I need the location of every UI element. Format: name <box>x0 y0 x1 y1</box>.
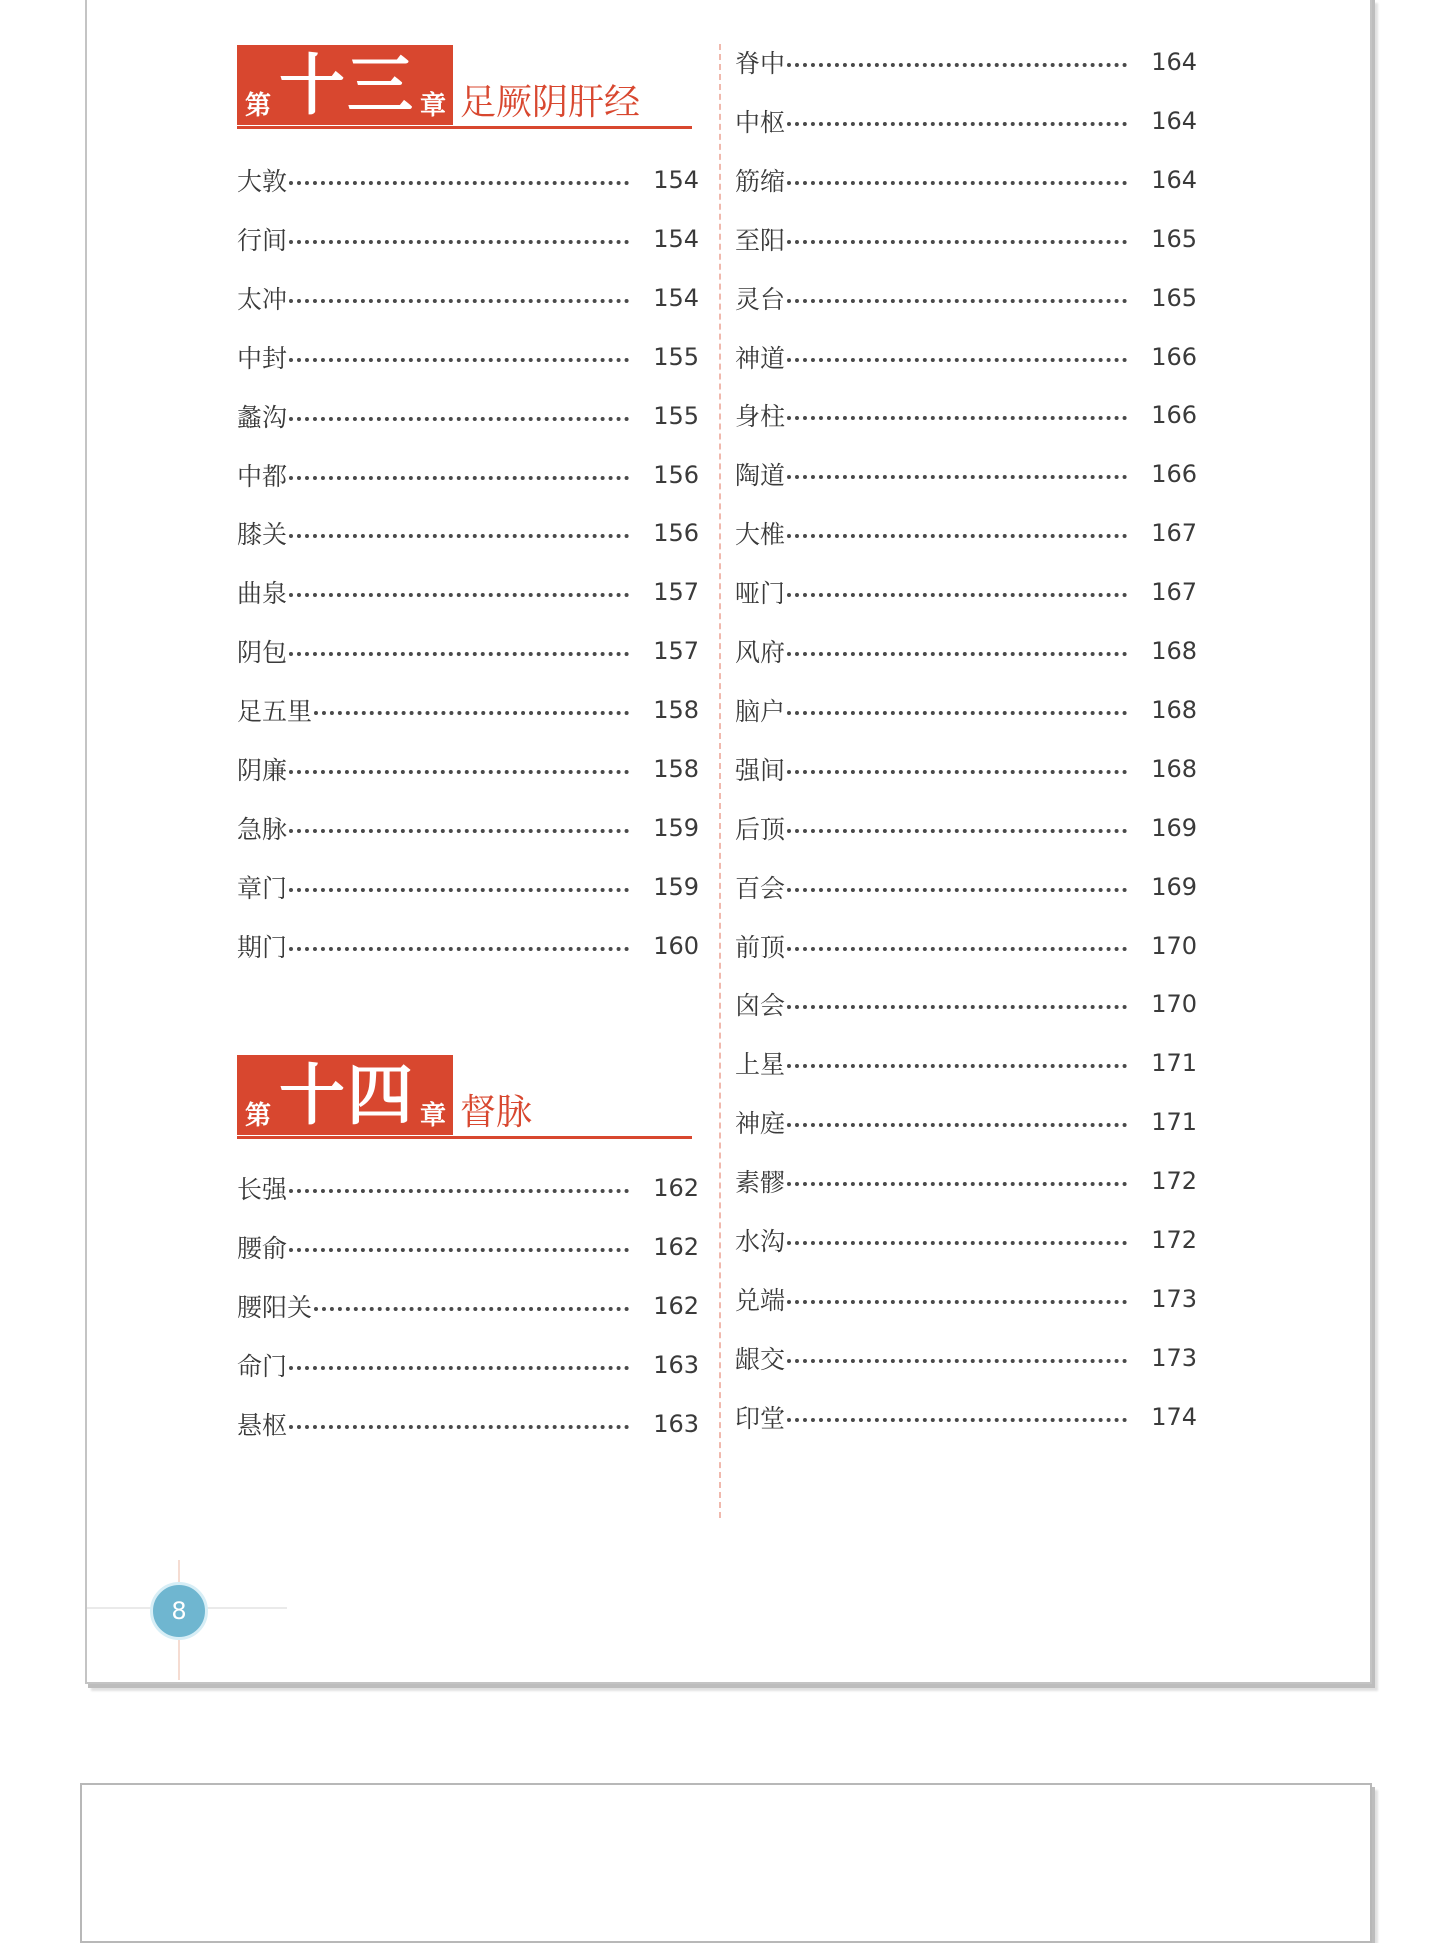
dot-leader <box>289 358 629 362</box>
toc-entry-title: 大椎 <box>735 520 786 550</box>
toc-entry[interactable] <box>735 984 1197 1024</box>
toc-entry-title: 神道 <box>735 343 786 373</box>
toc-entry-title: 大敦 <box>237 167 288 196</box>
dot-leader <box>289 1366 629 1370</box>
toc-entry[interactable] <box>237 396 699 436</box>
toc-entry-page-number: 168 <box>1151 637 1197 665</box>
dot-leader <box>289 1425 629 1429</box>
toc-entry-title: 蠡沟 <box>237 402 288 432</box>
chapter-13-header <box>237 45 692 129</box>
toc-entry-title: 身柱 <box>735 402 786 432</box>
dot-leader <box>289 770 629 774</box>
toc-entry-title: 膝关 <box>237 520 288 550</box>
dot-leader <box>289 299 629 303</box>
toc-entry-title: 至阳 <box>735 225 786 255</box>
toc-entry[interactable] <box>735 160 1197 200</box>
toc-entry-title: 阴廉 <box>237 756 288 785</box>
toc-entry[interactable] <box>237 749 699 789</box>
toc-entry-title: 急脉 <box>237 814 288 844</box>
toc-entry-page-number: 163 <box>653 1409 699 1438</box>
toc-entry-page-number: 173 <box>1151 1343 1197 1372</box>
toc-entry-title: 阴包 <box>237 638 288 668</box>
chapter-13-name: 足厥阴肝经 <box>460 82 641 123</box>
dot-leader <box>289 1189 629 1193</box>
toc-entry-title: 上星 <box>735 1050 786 1080</box>
toc-entry-title: 命门 <box>237 1351 288 1381</box>
toc-entry-title: 中都 <box>237 461 288 491</box>
toc-entry-page-number: 154 <box>653 224 699 253</box>
toc-entry-page-number: 166 <box>1151 401 1197 430</box>
toc-entry-title: 太冲 <box>237 284 288 314</box>
toc-entry[interactable] <box>735 42 1197 82</box>
toc-entry-title: 前顶 <box>735 932 786 962</box>
dot-leader <box>787 416 1127 420</box>
toc-entry-title: 神庭 <box>735 1109 786 1139</box>
toc-entry[interactable] <box>237 278 699 318</box>
toc-entry-title: 曲泉 <box>237 579 288 609</box>
next-document-page <box>80 1783 1372 1943</box>
toc-entry-page-number: 167 <box>1151 578 1197 607</box>
toc-entry-page-number: 170 <box>1151 931 1197 960</box>
right-column-toc-list <box>735 42 1197 1456</box>
toc-entry-title: 悬枢 <box>237 1410 288 1440</box>
chapter-13-number: 十三 <box>279 46 415 124</box>
toc-entry-title: 行间 <box>237 225 288 255</box>
toc-entry-title: 期门 <box>237 932 288 962</box>
chapter-13-prefix: 第 <box>245 91 272 121</box>
toc-entry-page-number: 167 <box>1151 519 1197 548</box>
toc-entry-page-number: 171 <box>1151 1108 1197 1137</box>
dot-leader <box>787 63 1127 67</box>
toc-entry[interactable] <box>237 926 699 966</box>
toc-entry-title: 百会 <box>735 873 786 903</box>
toc-entry-page-number: 158 <box>653 755 699 783</box>
toc-entry-page-number: 156 <box>653 519 699 548</box>
dot-leader <box>787 711 1127 715</box>
chapter-14-toc-list <box>237 1168 699 1463</box>
dot-leader <box>787 888 1127 892</box>
toc-entry-page-number: 157 <box>653 637 699 666</box>
dot-leader <box>289 593 629 597</box>
dot-leader <box>314 711 629 715</box>
toc-entry-title: 脊中 <box>735 49 786 78</box>
toc-entry[interactable] <box>735 278 1197 318</box>
toc-entry[interactable] <box>237 455 699 495</box>
dot-leader <box>289 417 629 421</box>
dot-leader <box>787 1005 1127 1009</box>
toc-entry-title: 腰阳关 <box>237 1292 313 1322</box>
toc-entry-title: 陶道 <box>735 461 786 491</box>
toc-entry[interactable] <box>735 513 1197 553</box>
toc-entry[interactable] <box>735 1161 1197 1201</box>
toc-entry-page-number: 164 <box>1151 165 1197 194</box>
toc-entry-title: 龈交 <box>735 1344 786 1374</box>
toc-entry-page-number: 164 <box>1151 48 1197 76</box>
toc-entry-page-number: 165 <box>1151 283 1197 312</box>
toc-entry-title: 后顶 <box>735 814 786 844</box>
dot-leader <box>289 240 629 244</box>
toc-entry[interactable] <box>237 690 699 730</box>
toc-entry[interactable] <box>735 395 1197 435</box>
toc-entry-page-number: 155 <box>653 401 699 430</box>
toc-entry-page-number: 162 <box>653 1232 699 1261</box>
toc-entry-title: 灵台 <box>735 284 786 314</box>
toc-entry-page-number: 173 <box>1151 1284 1197 1313</box>
toc-entry[interactable] <box>735 1338 1197 1378</box>
toc-entry[interactable] <box>237 1227 699 1267</box>
chapter-13-toc-list <box>237 160 699 985</box>
toc-entry[interactable] <box>237 513 699 553</box>
dot-leader <box>787 1064 1127 1068</box>
dot-leader <box>787 1123 1127 1127</box>
toc-entry-title: 印堂 <box>735 1403 786 1433</box>
toc-entry-page-number: 172 <box>1151 1167 1197 1196</box>
dot-leader <box>787 829 1127 833</box>
toc-entry-title: 水沟 <box>735 1227 786 1256</box>
toc-entry-page-number: 156 <box>653 460 699 489</box>
toc-entry[interactable] <box>735 867 1197 907</box>
toc-entry[interactable] <box>735 454 1197 494</box>
dot-leader <box>787 181 1127 185</box>
toc-entry-page-number: 166 <box>1151 460 1197 489</box>
toc-entry-page-number: 169 <box>1151 813 1197 842</box>
toc-entry-page-number: 168 <box>1151 754 1197 783</box>
dot-leader <box>289 947 629 951</box>
dot-leader <box>289 888 629 892</box>
toc-entry[interactable] <box>735 808 1197 848</box>
dot-leader <box>787 593 1127 597</box>
toc-entry-title: 长强 <box>237 1175 288 1204</box>
toc-entry-title: 素髎 <box>735 1168 786 1198</box>
dot-leader <box>787 1418 1127 1422</box>
toc-entry-page-number: 172 <box>1151 1226 1197 1254</box>
toc-entry[interactable] <box>735 101 1197 141</box>
toc-entry-page-number: 154 <box>653 283 699 312</box>
chapter-14-number: 十四 <box>279 1056 415 1134</box>
toc-entry[interactable] <box>237 631 699 671</box>
chapter-14-name: 督脉 <box>460 1092 533 1133</box>
toc-entry-page-number: 162 <box>653 1291 699 1320</box>
page-number-badge: 8 <box>150 1582 208 1640</box>
toc-entry-page-number: 154 <box>653 166 699 194</box>
toc-entry-title: 囟会 <box>735 991 786 1021</box>
dot-leader <box>787 1241 1127 1245</box>
toc-entry-title: 筋缩 <box>735 166 786 196</box>
toc-entry[interactable] <box>735 1102 1197 1142</box>
toc-entry[interactable] <box>735 926 1197 966</box>
toc-entry[interactable] <box>237 808 699 848</box>
toc-entry[interactable] <box>735 219 1197 259</box>
toc-entry[interactable] <box>735 1043 1197 1083</box>
dot-leader <box>289 652 629 656</box>
toc-entry[interactable] <box>237 867 699 907</box>
toc-entry[interactable] <box>735 337 1197 377</box>
toc-entry-title: 风府 <box>735 638 786 667</box>
dot-leader <box>787 299 1127 303</box>
toc-entry[interactable] <box>735 631 1197 671</box>
toc-entry[interactable] <box>735 1220 1197 1260</box>
chapter-14-prefix: 第 <box>245 1101 272 1131</box>
toc-entry-page-number: 165 <box>1151 224 1197 253</box>
toc-entry[interactable] <box>237 572 699 612</box>
toc-entry-title: 中枢 <box>735 107 786 137</box>
dot-leader <box>787 1359 1127 1363</box>
chapter-14-suffix: 章 <box>420 1101 447 1131</box>
dot-leader <box>289 476 629 480</box>
toc-entry-page-number: 170 <box>1151 990 1197 1019</box>
chapter-14-header <box>237 1055 692 1139</box>
toc-entry[interactable] <box>237 219 699 259</box>
toc-entry-page-number: 155 <box>653 342 699 371</box>
toc-entry[interactable] <box>735 1397 1197 1437</box>
toc-entry-page-number: 174 <box>1151 1402 1197 1431</box>
chapter-13-underline <box>237 126 692 129</box>
toc-entry[interactable] <box>237 160 699 200</box>
toc-entry-page-number: 169 <box>1151 872 1197 901</box>
toc-entry-page-number: 160 <box>653 931 699 960</box>
dot-leader <box>787 122 1127 126</box>
toc-entry[interactable] <box>237 1404 699 1444</box>
toc-entry-page-number: 164 <box>1151 106 1197 135</box>
toc-entry-page-number: 157 <box>653 578 699 607</box>
toc-entry-page-number: 163 <box>653 1350 699 1379</box>
toc-entry-page-number: 162 <box>653 1174 699 1202</box>
toc-entry[interactable] <box>735 749 1197 789</box>
toc-entry[interactable] <box>237 337 699 377</box>
toc-entry-title: 强间 <box>735 755 786 785</box>
chapter-14-underline <box>237 1136 692 1139</box>
toc-entry[interactable] <box>735 690 1197 730</box>
dot-leader <box>787 1300 1127 1304</box>
column-divider <box>719 44 721 1518</box>
toc-entry[interactable] <box>237 1168 699 1208</box>
dot-leader <box>787 770 1127 774</box>
dot-leader <box>289 1248 629 1252</box>
dot-leader <box>787 534 1127 538</box>
toc-entry-title: 章门 <box>237 873 288 903</box>
dot-leader <box>787 1182 1127 1186</box>
toc-entry[interactable] <box>237 1286 699 1326</box>
toc-entry-page-number: 158 <box>653 696 699 725</box>
toc-entry-page-number: 171 <box>1151 1049 1197 1078</box>
chapter-13-suffix: 章 <box>420 91 447 121</box>
toc-entry-title: 中封 <box>237 343 288 373</box>
toc-entry-title: 腰俞 <box>237 1233 288 1263</box>
toc-entry-title: 哑门 <box>735 579 786 609</box>
toc-entry-title: 脑户 <box>735 696 786 726</box>
toc-entry-title: 足五里 <box>237 697 313 727</box>
dot-leader <box>787 475 1127 479</box>
dot-leader <box>787 240 1127 244</box>
toc-entry[interactable] <box>735 572 1197 612</box>
toc-entry[interactable] <box>237 1345 699 1385</box>
toc-entry-page-number: 159 <box>653 813 699 842</box>
dot-leader <box>787 358 1127 362</box>
dot-leader <box>289 181 629 185</box>
dot-leader <box>314 1307 629 1311</box>
toc-entry-title: 兑端 <box>735 1285 786 1315</box>
dot-leader <box>787 947 1127 951</box>
toc-entry-page-number: 168 <box>1151 695 1197 724</box>
toc-entry[interactable] <box>735 1279 1197 1319</box>
dot-leader <box>289 829 629 833</box>
toc-entry-page-number: 159 <box>653 872 699 901</box>
dot-leader <box>787 652 1127 656</box>
toc-entry-page-number: 166 <box>1151 342 1197 371</box>
dot-leader <box>289 534 629 538</box>
